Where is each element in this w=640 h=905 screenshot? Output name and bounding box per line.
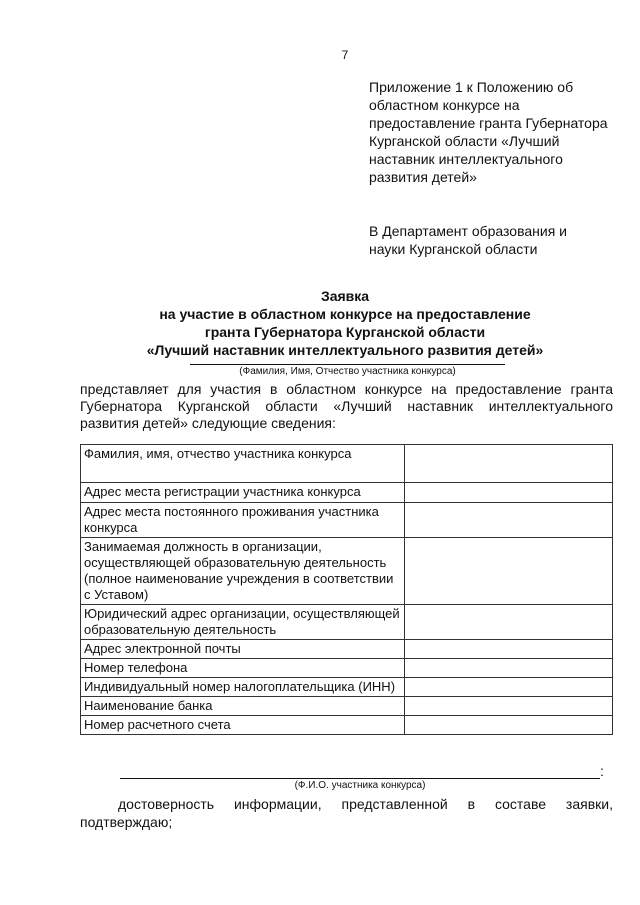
appendix-line: предоставление гранта Губернатора xyxy=(369,115,608,131)
row-label: Адрес места регистрации участника конкурса xyxy=(81,483,405,503)
table-row xyxy=(81,445,613,483)
appendix-line: Курганской области «Лучший xyxy=(369,133,560,149)
title-line: на участие в областном конкурсе на предоставление xyxy=(159,306,531,322)
appendix-line: областном конкурсе на xyxy=(369,97,520,113)
row-value-cell[interactable] xyxy=(405,538,613,605)
row-value-cell[interactable] xyxy=(405,697,613,716)
row-label: Индивидуальный номер налогоплательщика (ИНН) xyxy=(81,678,405,697)
title-line: гранта Губернатора Курганской области xyxy=(204,324,486,340)
row-label: Адрес электронной почты xyxy=(81,640,405,659)
table-row xyxy=(81,716,613,735)
row-value-cell[interactable] xyxy=(405,483,613,503)
document-title xyxy=(80,287,610,359)
signature-fill-line[interactable] xyxy=(120,778,600,779)
appendix-line: наставник интеллектуального xyxy=(369,151,563,167)
row-label: Номер расчетного счета xyxy=(81,716,405,735)
appendix-note xyxy=(369,78,619,186)
signature-colon: : xyxy=(600,763,604,779)
name-caption: (Фамилия, Имя, Отчество участника конкурса) xyxy=(239,366,456,377)
row-label: Юридический адрес организации, осуществляющей образовательную деятельность xyxy=(81,605,405,640)
addressee-line: науки Курганской области xyxy=(369,241,538,257)
addressee xyxy=(369,222,619,258)
row-value-cell[interactable] xyxy=(405,640,613,659)
row-label: Адрес места постоянного проживания участника конкурса xyxy=(81,503,405,538)
confirmation-paragraph: достоверность информации, представленной в составе заявки, подтверждаю; xyxy=(80,796,613,830)
appendix-line: Приложение 1 к Положению об xyxy=(369,79,574,95)
table-row xyxy=(81,640,613,659)
table-row xyxy=(81,659,613,678)
title-line: «Лучший наставник интеллектуального развития детей» xyxy=(146,342,544,358)
row-value-cell[interactable] xyxy=(405,445,613,483)
info-table xyxy=(80,444,613,735)
signature-caption: (Ф.И.О. участника конкурса) xyxy=(294,780,426,791)
row-label: Наименование банка xyxy=(81,697,405,716)
table-row xyxy=(81,503,613,538)
row-value-cell[interactable] xyxy=(405,503,613,538)
row-label: Фамилия, имя, отчество участника конкурса xyxy=(81,445,405,483)
row-label: Занимаемая должность в организации, осуществляющей образовательную деятельность (полное наименование учреждения в соответствии с Уставом) xyxy=(81,538,405,605)
row-value-cell[interactable] xyxy=(405,678,613,697)
table-row xyxy=(81,483,613,503)
table-row xyxy=(81,538,613,605)
title-line: Заявка xyxy=(320,288,370,304)
page-number: 7 xyxy=(341,48,349,62)
addressee-line: В Департамент образования и xyxy=(369,223,568,239)
row-value-cell[interactable] xyxy=(405,716,613,735)
intro-paragraph: представляет для участия в областном конкурсе на предоставление гранта Губернатора Курганской области «Лучший наставник интеллектуального развития детей» следующие сведения: xyxy=(80,381,613,431)
table-row xyxy=(81,697,613,716)
row-value-cell[interactable] xyxy=(405,605,613,640)
appendix-line: развития детей» xyxy=(369,169,477,185)
name-fill-line[interactable] xyxy=(190,364,505,365)
table-row xyxy=(81,605,613,640)
row-label: Номер телефона xyxy=(81,659,405,678)
table-row xyxy=(81,678,613,697)
row-value-cell[interactable] xyxy=(405,659,613,678)
